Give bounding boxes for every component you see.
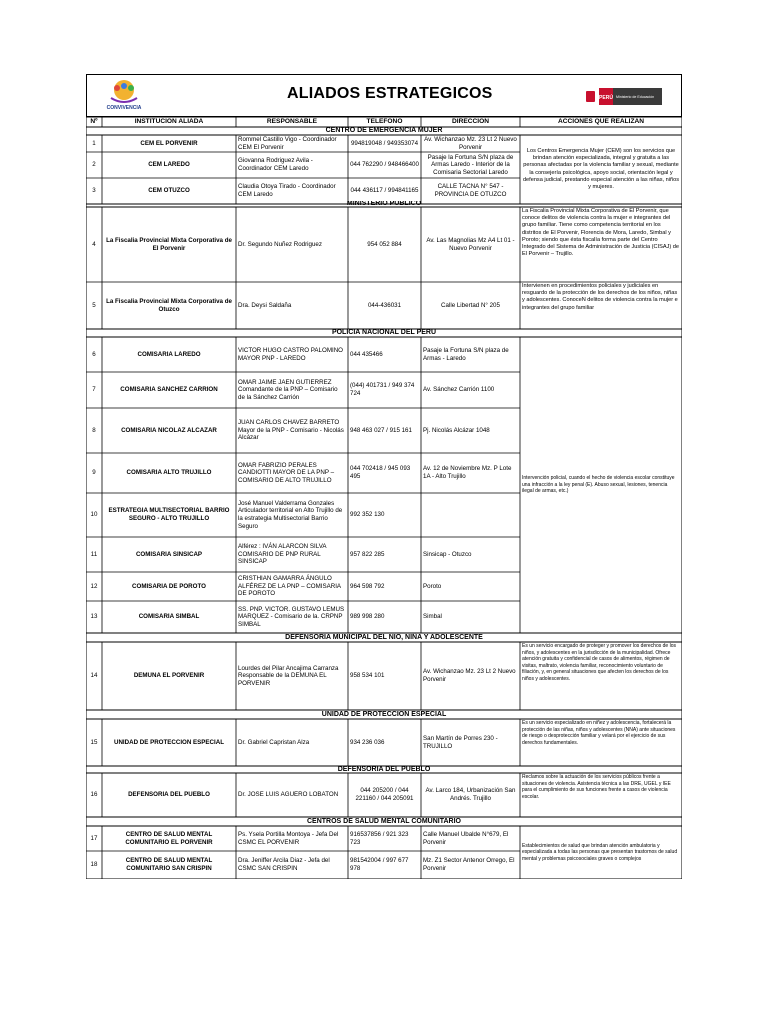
responsable-cell: JUAN CARLOS CHAVEZ BARRETO Mayor de la PNP - Comisario - Nicolás Alcázar [238, 419, 344, 442]
responsable-cell: Lourdes del Pilar Ancajima Carranza Responsable de la DEMUNA EL PORVENIR [238, 664, 339, 687]
responsable-cell: VICTOR HUGO CASTRO PALOMINO MAYOR PNP - LAREDO [238, 346, 343, 362]
responsable-cell: OMAR FABRIZIO PERALES CANDIOTTI MAYOR DE LA PNP – COMISARIO DE ALTO TRUJILLO [238, 461, 335, 484]
telefono-cell: 954 052 884 [367, 240, 402, 248]
row-number: 3 [92, 187, 96, 195]
institucion-cell: UNIDAD DE PROTECCION ESPECIAL [113, 738, 224, 746]
institucion-cell: COMISARIA SIMBAL [138, 613, 200, 621]
direccion-cell: San Martín de Porres 230 - TRUJILLO [423, 734, 498, 750]
responsable-cell: Giovanna Rodriguez Avila - Coordinador CEM Laredo [238, 157, 313, 172]
row-number: 9 [92, 469, 96, 477]
svg-text:CONVIVENCIA: CONVIVENCIA [106, 105, 142, 111]
direccion-cell: Simbal [423, 613, 442, 621]
section-header-demuna: DEFENSORIA MUNICIPAL DEL NIO, NIÑA Y ADOLESCENTE [285, 634, 483, 641]
svg-text:Ministerio de Educación: Ministerio de Educación [616, 95, 655, 99]
responsable-cell: CRISTHIAN GAMARRA ÁNGULO ALFÉREZ DE LA PNP – COMISARIA DE POROTO [238, 575, 341, 598]
telefono-cell: 957 822 285 [350, 550, 385, 558]
section-header-upe: UNIDAD DE PROTECCION ESPECIAL [321, 711, 447, 718]
telefono-cell: 948 463 027 / 915 161 [350, 426, 412, 434]
institucion-cell: COMISARIA ALTO TRUJILLO [126, 469, 212, 477]
direccion-cell: Av. Larco 184, Urbanización San Andrés. Trujillo [425, 787, 516, 802]
institucion-cell: La Fiscalia Provincial Mixta Corporativa de El Porvenir [106, 236, 232, 252]
acciones-cell-dp: Reclamos sobre la actuación de los servicios públicos frente a situaciones de violencia. Asistencia técnica a las DRE, UGEL y IEE para el cumplimiento de sus funciones frente a casos de violencia escolar. [522, 774, 671, 800]
institucion-cell: DEMUNA EL PORVENIR [133, 672, 205, 680]
direccion-cell: Pasaje la Fortuna S/N plaza de Armas - Laredo [423, 346, 509, 362]
document-header [86, 74, 682, 117]
telefono-cell: 981542004 / 997 677 978 [350, 857, 409, 872]
acciones-cell-csm: Establecimientos de salud que brindan atención ambulatoria y especializada a todas las personas que presentan trastornos de salud mental y problemas psicosociales graves o complejos [522, 842, 678, 862]
institucion-cell: COMISARIA NICOLAZ ALCAZAR [121, 426, 217, 434]
row-number: 7 [92, 386, 96, 394]
row-number: 18 [90, 861, 98, 869]
section-header-csm: CENTROS DE SALUD MENTAL COMUNITARIO [307, 818, 461, 825]
telefono-cell: 044 205200 / 044 221160 / 044 205091 [355, 787, 414, 802]
direccion-cell: Mz. Z1 Sector Antenor Orrego, El Porvenir [423, 857, 515, 872]
direccion-cell: Av. Wichanzao Mz. 23 Lt 2 Nuevo Porvenir [423, 668, 516, 683]
telefono-cell: 989 998 280 [350, 613, 385, 621]
responsable-cell: Dra. Deysi Saldaña [238, 301, 292, 309]
direccion-cell: Av. Sánchez Carrión 1100 [423, 386, 495, 394]
institucion-cell: CEM LAREDO [148, 161, 190, 169]
row-number: 11 [90, 550, 98, 558]
acciones-cell-mp5: Intervienen en procedimientos policiales y judiciales en resguardo de la protección de los derechos de los niños, niñas y adolescentes. ConoceN delitos de violencia contra la mujer e integrantes del grupo familiar [522, 283, 678, 311]
telefono-cell: (044) 401731 / 949 374 724 [350, 382, 415, 397]
row-number: 2 [92, 161, 96, 169]
institucion-cell: COMISARIA DE POROTO [132, 582, 206, 590]
telefono-cell: 958 534 101 [350, 672, 385, 680]
responsable-cell: SS. PNP. VICTOR. GUSTAVO LEMUS MARQUEZ - Comisario de la. CRPNP SIMBAL [238, 605, 345, 628]
direccion-cell: Poroto [423, 582, 442, 590]
institucion-cell: CEM OTUZCO [148, 187, 190, 195]
responsable-cell: Dr. Gabriel Capristan Alza [238, 738, 310, 746]
col-header-responsable: RESPONSABLE [266, 118, 318, 126]
convivencia-logo [99, 76, 149, 116]
responsable-cell: Claudia Otoya Tirado - Coordinador CEM Laredo [238, 183, 336, 198]
row-number: 8 [92, 426, 96, 434]
direccion-cell: Av. Wichanzao Mz. 23 Lt 2 Nuevo Porvenir [424, 135, 517, 151]
col-header-direccion: DIRECCION [452, 118, 489, 126]
section-header-cem: CENTRO DE EMERGENCIA MUJER [325, 127, 443, 134]
acciones-cell-pnp: Intervención policial, cuando el hecho de violencia escolar constituye una infracción a la ley penal (E). Abuso sexual, lesiones, tenencia ilegal de armas, etc.) [522, 475, 675, 495]
row-number: 17 [90, 834, 98, 842]
institucion-cell: COMISARIA LAREDO [137, 350, 201, 358]
direccion-cell: CALLE TACNA N° 547 - PROVINCIA DE OTUZCO [434, 183, 507, 198]
responsable-cell: Dra. Jeniffer Arcila Diaz - Jefa del CSMC SAN CRISPIN [238, 857, 330, 872]
row-number: 13 [90, 613, 98, 621]
document-sheet [86, 74, 682, 879]
responsable-cell: José Manuel Valderrama Gonzales Articulador territorial en Alto Trujillo de la estrategia Multisectorial Barrio Seguro [238, 499, 343, 530]
telefono-cell: 916537856 / 921 323 723 [350, 830, 409, 846]
row-number: 14 [90, 672, 98, 680]
direccion-cell: Av. Las Magnolias Mz A4 Lt 01 - Nuevo Porvenir [426, 236, 515, 252]
acciones-cell-demuna: Es un servicio encargado de proteger y promover los derechos de los niños, y adolescentes en la jurisdicción de la municipalidad. Ofrece atención gratuita y confidencial de casos de alimentos, régimen de visitas, maltrato, violencia familiar, reconocimiento voluntario de filiación, y, en general situaciones que afecten los derechos de los niños y adolescentes. [522, 643, 676, 682]
institucion-cell: COMISARIA SANCHEZ CARRION [120, 386, 218, 394]
telefono-cell: 994819048 / 949353074 [350, 139, 419, 147]
direccion-cell: Sinsicap - Otuzco [423, 550, 472, 558]
document-title: ALIADOS ESTRATEGICOS [287, 85, 493, 102]
telefono-cell: 992 352 130 [350, 511, 385, 519]
institucion-cell: COMISARIA SINSICAP [135, 550, 203, 558]
responsable-cell: Ps. Ysela Portilla Montoya - Jefa Del CSMC EL PORVENIR [238, 830, 339, 846]
telefono-cell: 044 435466 [350, 350, 383, 358]
institucion-cell: CENTRO DE SALUD MENTAL COMUNITARIO EL PORVENIR [125, 830, 213, 846]
direccion-cell [421, 493, 520, 537]
direccion-cell: Calle Libertad N° 205 [441, 301, 500, 309]
row-number: 5 [92, 301, 96, 309]
telefono-cell: 934 236 036 [350, 738, 385, 746]
acciones-cell-cem: Los Centros Emergencia Mujer (CEM) son los servicios que brindan atención especializada, integral y gratuita a las personas afectadas por la violencia familiar y sexual, mediante la consejería psicológica, apoyo social, orientación legal y defensa judicial, prestando especial atención a las niñas, niños y mujeres. [522, 147, 680, 190]
col-header-telefono: TELEFONO [366, 118, 403, 126]
svg-text:PERÚ: PERÚ [599, 95, 613, 101]
responsable-cell: Rommel Castillo Vigo - Coordinador CEM El Porvenir [238, 135, 337, 151]
direccion-cell: Pasaje la Fortuna S/N plaza de Armas Laredo - Interior de la Comisaria Sectorial Laredo [427, 153, 514, 176]
institucion-cell: ESTRATEGIA MULTISECTORIAL BARRIO SEGURO - ALTO TRUJILLO [108, 507, 230, 522]
telefono-cell: 044-436031 [367, 301, 402, 309]
institucion-cell: DEFENSORIA DEL PUEBLO [128, 791, 210, 799]
telefono-cell: 044 702418 / 945 093 495 [350, 465, 411, 480]
acciones-cell-upe: Es un servicio especializado en niñez y adolescencia, fortalecerá la protección de las niñas, niños y adolescentes (NNA) ante situaciones de riesgo o desprotección familiar y velará por el ejercicio de sus derechos fundamentales. [522, 720, 676, 746]
ministerio-educacion-logo [582, 88, 662, 105]
section-header-pnp: POLICIA NACIONAL DEL PERU [331, 329, 437, 336]
row-number: 16 [90, 791, 98, 799]
telefono-cell: 044 436117 / 994841165 [350, 187, 419, 195]
row-number: 1 [92, 139, 96, 147]
institucion-cell: CENTRO DE SALUD MENTAL COMUNITARIO SAN CRISPIN [125, 857, 213, 872]
direccion-cell: Pj. Nicolás Alcázar 1048 [423, 426, 490, 434]
row-number: 12 [90, 582, 98, 590]
row-number: 6 [92, 350, 96, 358]
telefono-cell: 964 598 792 [350, 582, 385, 590]
telefono-cell: 044 762290 / 948466400 [350, 161, 419, 169]
row-number: 10 [90, 511, 98, 519]
direccion-cell: Av. 12 de Noviembre Mz. P Lote 1A - Alto Trujillo [423, 465, 512, 480]
responsable-cell: Dr. JOSE LUIS AGUERO LOBATON [238, 791, 339, 799]
row-number: 4 [92, 240, 96, 248]
responsable-cell: Dr. Segundo Nuñez Rodriguez [238, 240, 322, 248]
col-header-acciones: ACCIONES QUE REALIZAN [557, 118, 645, 126]
responsable-cell: Alférez : IVÁN ALARCON SILVA COMISARIO DE PNP RURAL SINSICAP [238, 543, 327, 566]
section-header-mp: MINISTERIO PUBLICO [346, 201, 422, 207]
institucion-cell: CEM EL PORVENIR [140, 139, 198, 147]
section-header-dp: DEFENSORIA DEL PUEBLO [337, 766, 431, 773]
responsable-cell: OMAR JAIME JAEN GUTIERREZ Comandante de la PNP – Comisario de la Sánchez Carrión [238, 378, 338, 401]
acciones-cell-mp4: La Fiscalia Provincial Mixta Corporativa de El Porvenir, que conoce delitos de violencia contra la mujer e integrantes del grupo familiar. Tiene como competencia territorial en los distritos de El Porvenir, Florencia de Mora, Laredo, Simbal y Poroto; siendo que ésta fiscalía forma parte del Centro Integrado del Sistema de Administración de Justicia (CISAJ) de El Porvenir – Trujillo. [522, 208, 680, 258]
col-header-num: Nº [90, 118, 98, 126]
direccion-cell: Calle Manuel Ubalde N°679, El Porvenir [423, 830, 509, 846]
row-number: 15 [90, 738, 98, 746]
institucion-cell: La Fiscalia Provincial Mixta Corporativa de Otuzco [106, 297, 232, 313]
col-header-institucion: INSTITUCION ALIADA [134, 118, 204, 126]
